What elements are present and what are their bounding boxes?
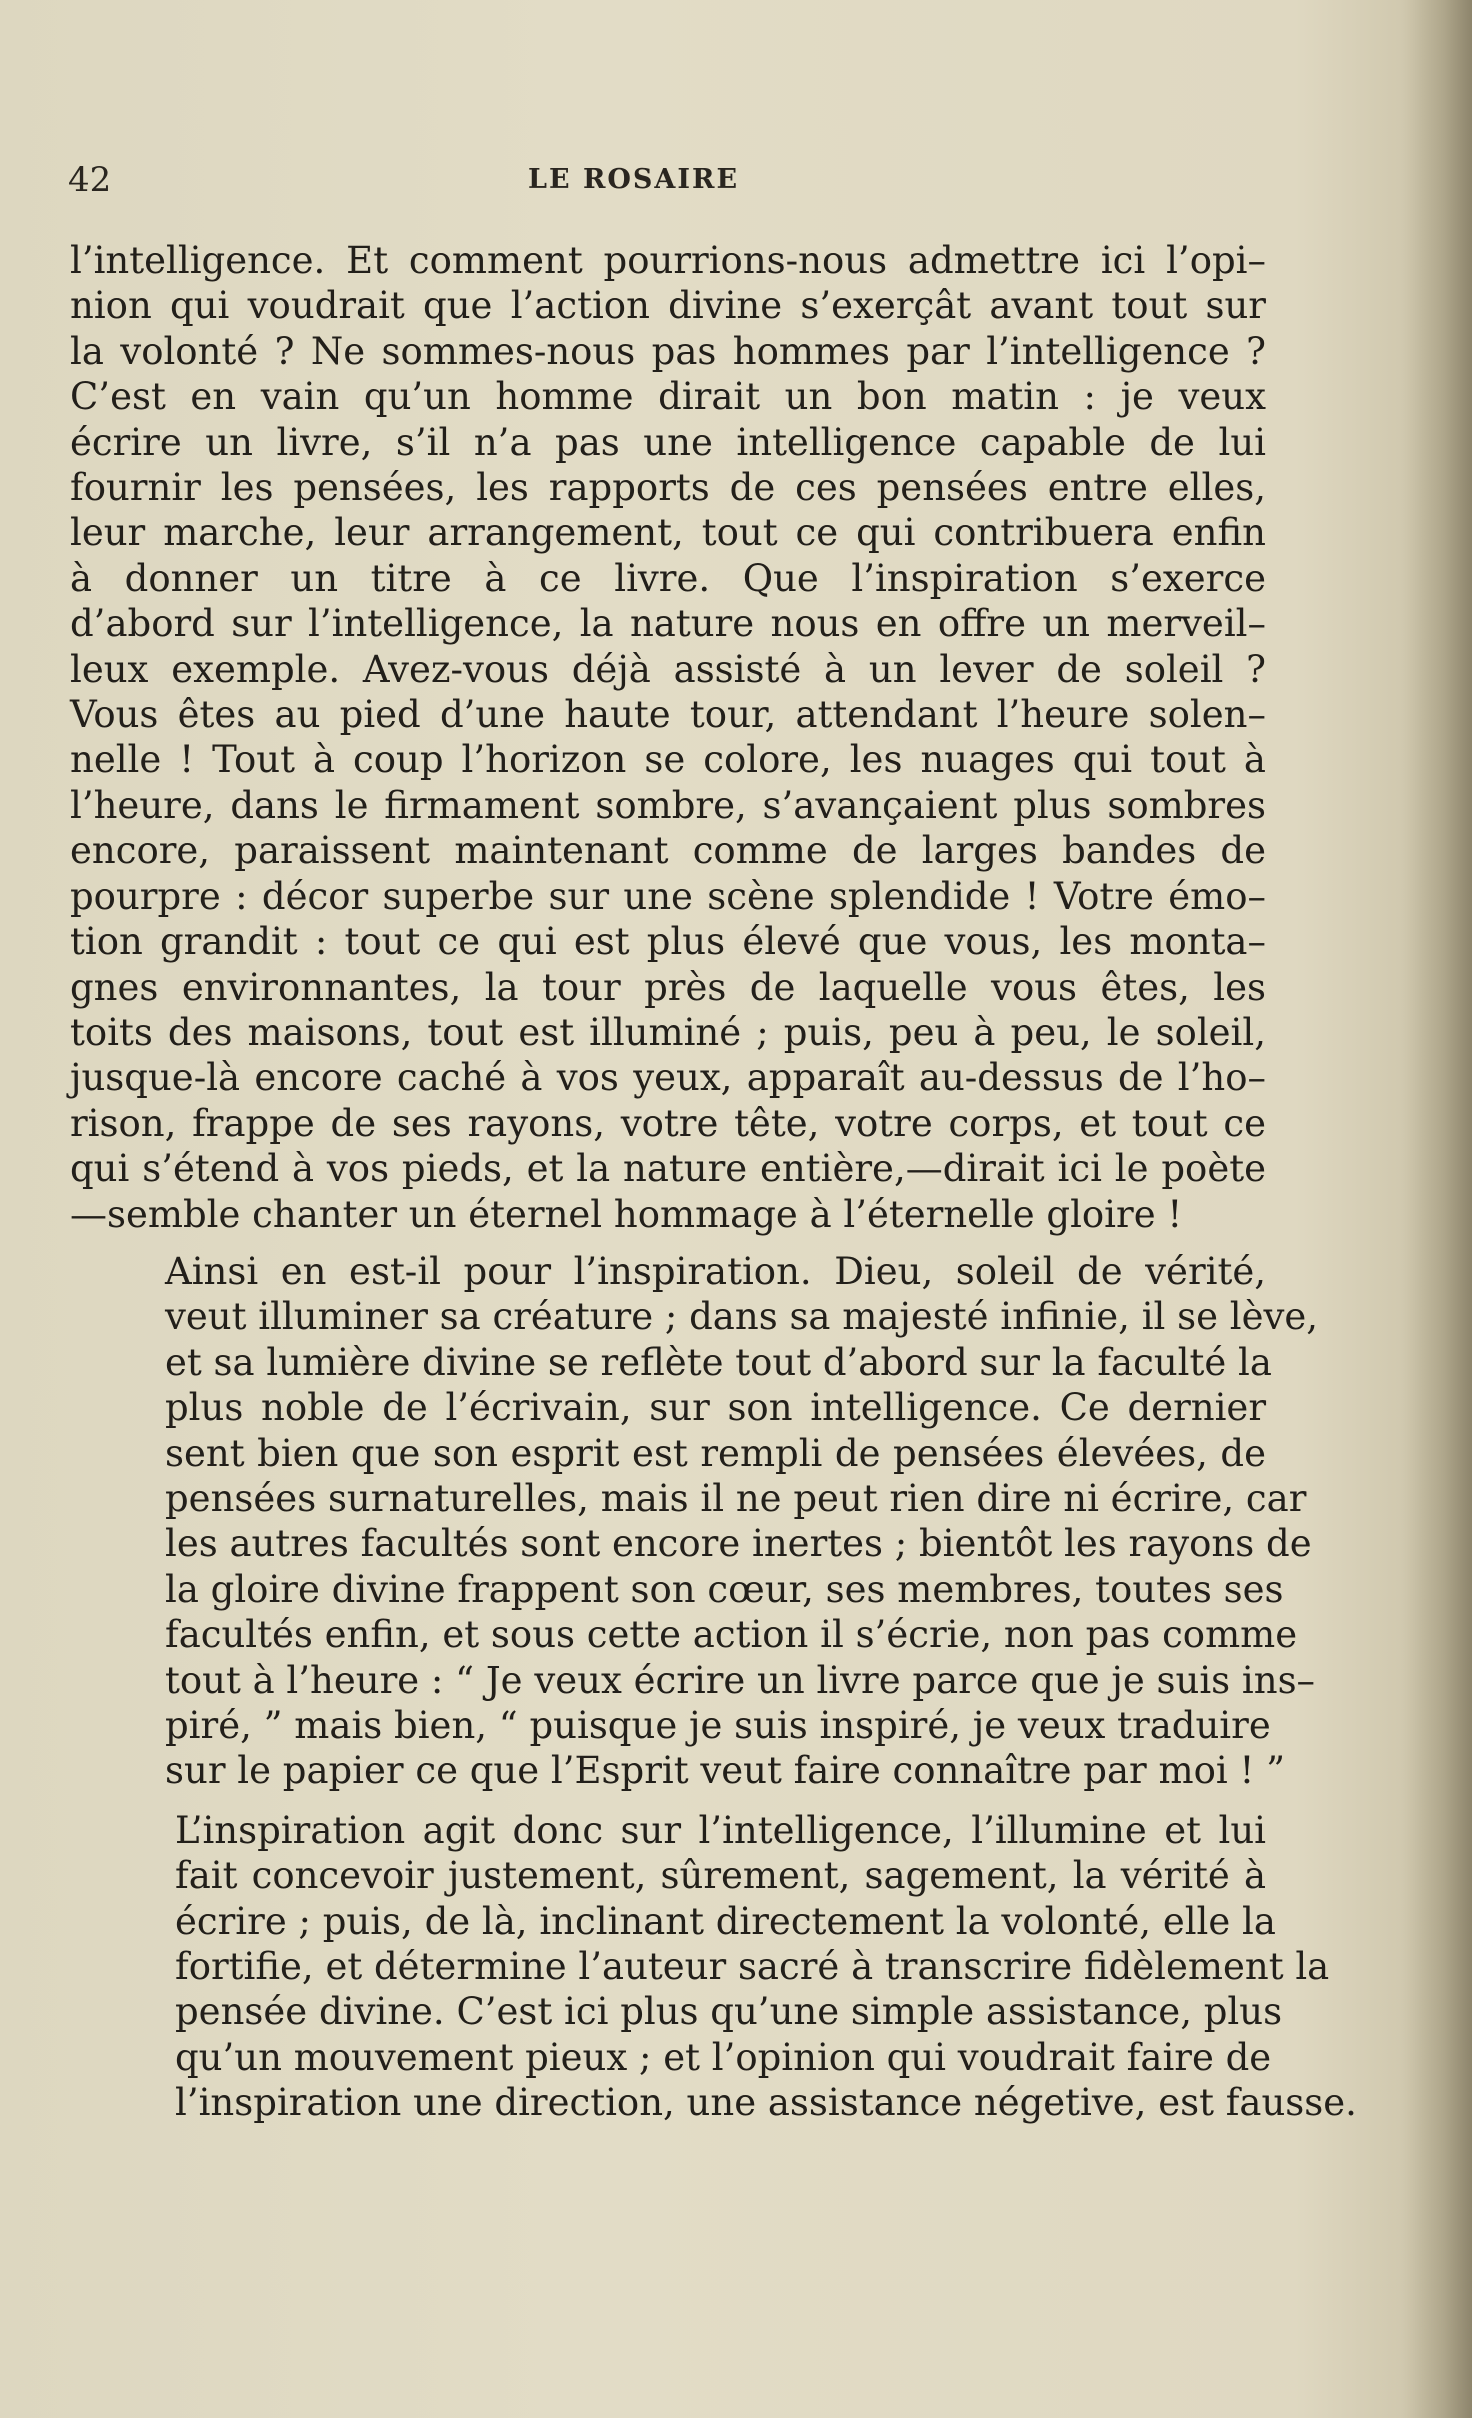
text-line: nelle ! Tout à coup l’horizon se colore, les nuages qui tout à (70, 738, 1266, 782)
text-line: toits des maisons, tout est illuminé ; puis, peu à peu, le soleil, (70, 1010, 1266, 1054)
text-line: l’heure, dans le firmament sombre, s’avançaient plus sombres (70, 783, 1266, 827)
text-line: encore, paraissent maintenant comme de larges bandes de (70, 829, 1266, 873)
body-text (70, 238, 1357, 2126)
text-line: rison, frappe de ses rayons, votre tête, votre corps, et tout ce (70, 1101, 1266, 1145)
text-line: la gloire divine frappent son cœur, ses membres, toutes ses (165, 1567, 1284, 1611)
text-line: Ainsi en est-il pour l’inspiration. Dieu, soleil de vérité, (165, 1249, 1266, 1293)
text-line: qu’un mouvement pieux ; et l’opinion qui voudrait faire de (175, 2035, 1272, 2079)
text-line: jusque-là encore caché à vos yeux, apparaît au-dessus de l’ho– (70, 1056, 1266, 1100)
text-line: fournir les pensées, les rapports de ces pensées entre elles, (70, 466, 1266, 510)
text-line: gnes environnantes, la tour près de laquelle vous êtes, les (70, 965, 1266, 1009)
text-line: qui s’étend à vos pieds, et la nature entière,—dirait ici le poète (70, 1147, 1266, 1191)
page-header (68, 160, 1248, 204)
paragraph-1 (70, 238, 1266, 1237)
running-title: LE ROSAIRE (528, 164, 740, 195)
page-edge-shadow (1402, 0, 1472, 2418)
text-line: C’est en vain qu’un homme dirait un bon matin : je veux (70, 375, 1266, 419)
text-line: l’intelligence. Et comment pourrions-nous admettre ici l’opi– (70, 239, 1266, 282)
text-line: tion grandit : tout ce qui est plus élevé que vous, les monta– (70, 920, 1266, 964)
text-line: veut illuminer sa créature ; dans sa majesté infinie, il se lève, (165, 1295, 1319, 1339)
text-line: à donner un titre à ce livre. Que l’inspiration s’exerce (70, 556, 1266, 600)
text-line: plus noble de l’écrivain, sur son intelligence. Ce dernier (165, 1386, 1266, 1430)
text-line: nion qui voudrait que l’action divine s’exerçât avant tout sur (70, 284, 1266, 328)
text-line: sent bien que son esprit est rempli de pensées élevées, de (165, 1431, 1266, 1475)
text-line: facultés enfin, et sous cette action il s’écrie, non pas comme (165, 1613, 1298, 1657)
text-line: fait concevoir justement, sûrement, sagement, la vérité à (175, 1854, 1266, 1898)
text-line: L’inspiration agit donc sur l’intelligence, l’illumine et lui (175, 1808, 1266, 1852)
text-line: pensées surnaturelles, mais il ne peut rien dire ni écrire, car (165, 1476, 1307, 1520)
text-line: d’abord sur l’intelligence, la nature nous en offre un merveil– (70, 602, 1266, 646)
text-line: sur le papier ce que l’Esprit veut faire connaître par moi ! ” (165, 1749, 1285, 1793)
text-line: pensée divine. C’est ici plus qu’une simple assistance, plus (175, 1990, 1283, 2034)
text-line: leur marche, leur arrangement, tout ce qui contribuera enfin (70, 511, 1266, 555)
text-line: tout à l’heure : “ Je veux écrire un livre parce que je suis ins– (165, 1658, 1316, 1702)
text-line: Vous êtes au pied d’une haute tour, attendant l’heure solen– (70, 693, 1266, 737)
text-line: les autres facultés sont encore inertes ; bientôt les rayons de (165, 1522, 1312, 1566)
text-line: écrire un livre, s’il n’a pas une intelligence capable de lui (70, 420, 1266, 464)
text-line: piré, ” mais bien, “ puisque je suis inspiré, je veux traduire (165, 1704, 1271, 1747)
paragraph-3 (70, 1808, 1357, 2126)
page-number: 42 (68, 160, 112, 200)
text-line: leux exemple. Avez-vous déjà assisté à un lever de soleil ? (70, 647, 1266, 691)
text-line: la volonté ? Ne sommes-nous pas hommes par l’intelligence ? (70, 329, 1266, 373)
text-line: —semble chanter un éternel hommage à l’éternelle gloire ! (70, 1192, 1183, 1236)
text-line: et sa lumière divine se reflète tout d’abord sur la faculté la (165, 1340, 1272, 1384)
paragraph-2 (70, 1249, 1319, 1794)
text-line: l’inspiration une direction, une assistance négetive, est fausse. (175, 2081, 1357, 2125)
text-line: fortifie, et détermine l’auteur sacré à transcrire fidèlement la (175, 1945, 1330, 1989)
text-line: pourpre : décor superbe sur une scène splendide ! Votre émo– (70, 874, 1266, 918)
text-line: écrire ; puis, de là, inclinant directement la volonté, elle la (175, 1899, 1276, 1943)
